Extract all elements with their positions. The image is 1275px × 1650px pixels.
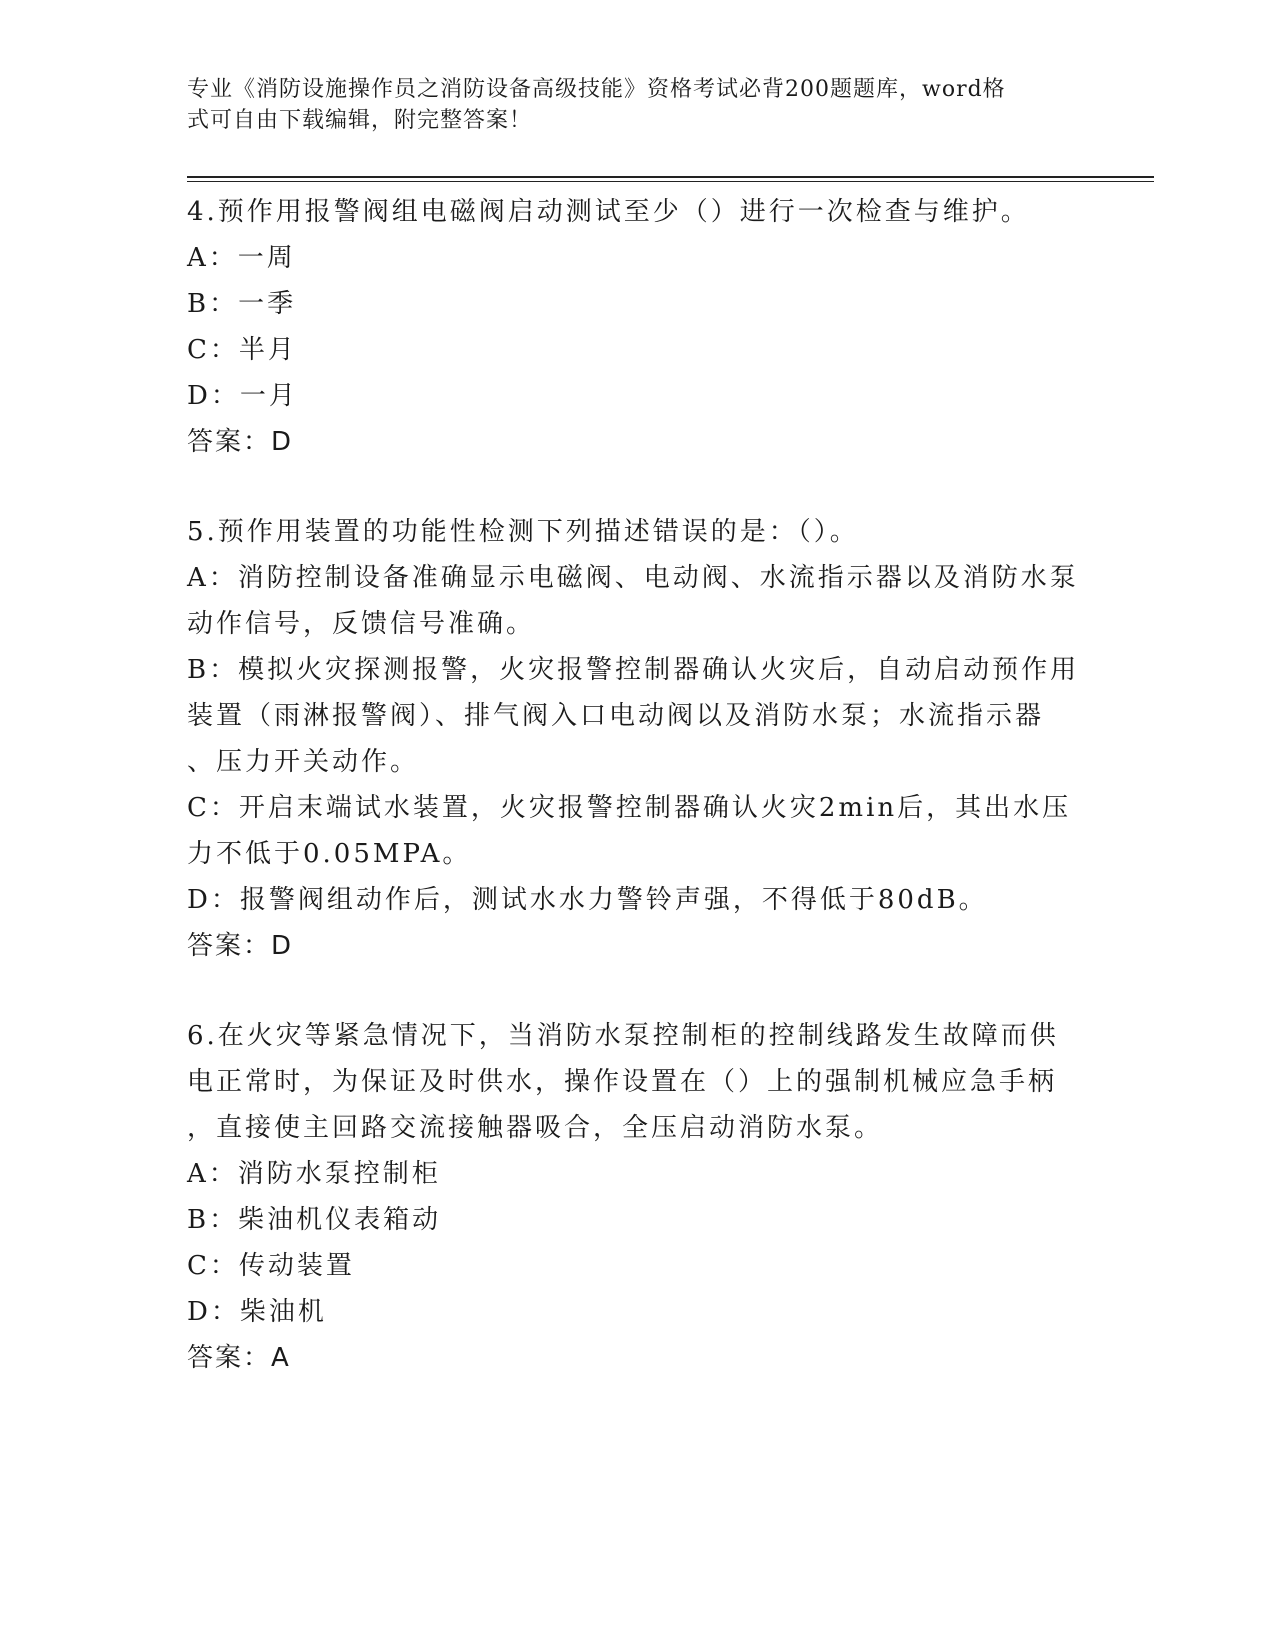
- answer-option: D：报警阀组动作后，测试水水力警铃声强，不得低于80dB。: [187, 885, 988, 915]
- question-block: [187, 189, 1087, 465]
- answer-option: A：消防水泵控制柜: [187, 1159, 441, 1189]
- question-block: [187, 509, 1087, 969]
- header-line: 专业《消防设施操作员之消防设备高级技能》资格考试必背200题题库，word格: [187, 77, 1006, 102]
- answer-key: 答案：A: [187, 1343, 291, 1373]
- header-divider-thick: [187, 176, 1154, 178]
- question-stem: 电正常时，为保证及时供水，操作设置在（）上的强制机械应急手柄: [187, 1067, 1058, 1097]
- answer-option: C：传动装置: [187, 1251, 355, 1281]
- question-block: [187, 1013, 1087, 1381]
- answer-option: A：一周: [187, 243, 296, 273]
- question-stem: 4.预作用报警阀组电磁阀启动测试至少（）进行一次检查与维护。: [187, 197, 1030, 227]
- question-stem: ，直接使主回路交流接触器吸合，全压启动消防水泵。: [187, 1113, 884, 1143]
- answer-option: 力不低于0.05MPA。: [187, 839, 472, 869]
- header-line: 式可自由下载编辑，附完整答案！: [187, 108, 533, 133]
- answer-key: 答案：D: [187, 427, 294, 457]
- question-stem: 6.在火灾等紧急情况下，当消防水泵控制柜的控制线路发生故障而供: [187, 1021, 1059, 1051]
- question-spacer: [187, 969, 1087, 1013]
- header-divider-thin: [187, 181, 1154, 182]
- answer-key: 答案：D: [187, 931, 294, 961]
- answer-option: 装置（雨淋报警阀）、排气阀入口电动阀以及消防水泵；水流指示器: [187, 701, 1045, 731]
- question-list: [187, 189, 1087, 1381]
- answer-option: B：一季: [187, 289, 297, 319]
- answer-option: D：一月: [187, 381, 298, 411]
- answer-option: B：模拟火灾探测报警，火灾报警控制器确认火灾后，自动启动预作用: [187, 655, 1080, 685]
- question-stem: 5.预作用装置的功能性检测下列描述错误的是：（）。: [187, 517, 859, 547]
- answer-option: 动作信号，反馈信号准确。: [187, 609, 536, 639]
- answer-option: 、压力开关动作。: [187, 747, 420, 777]
- document-header: [187, 74, 1067, 136]
- answer-option: B：柴油机仪表箱动: [187, 1205, 442, 1235]
- question-spacer: [187, 465, 1087, 509]
- answer-option: C：半月: [187, 335, 297, 365]
- answer-option: C：开启末端试水装置，火灾报警控制器确认火灾2min后，其出水压: [187, 793, 1072, 823]
- answer-option: D：柴油机: [187, 1297, 327, 1327]
- answer-option: A：消防控制设备准确显示电磁阀、电动阀、水流指示器以及消防水泵: [187, 563, 1079, 593]
